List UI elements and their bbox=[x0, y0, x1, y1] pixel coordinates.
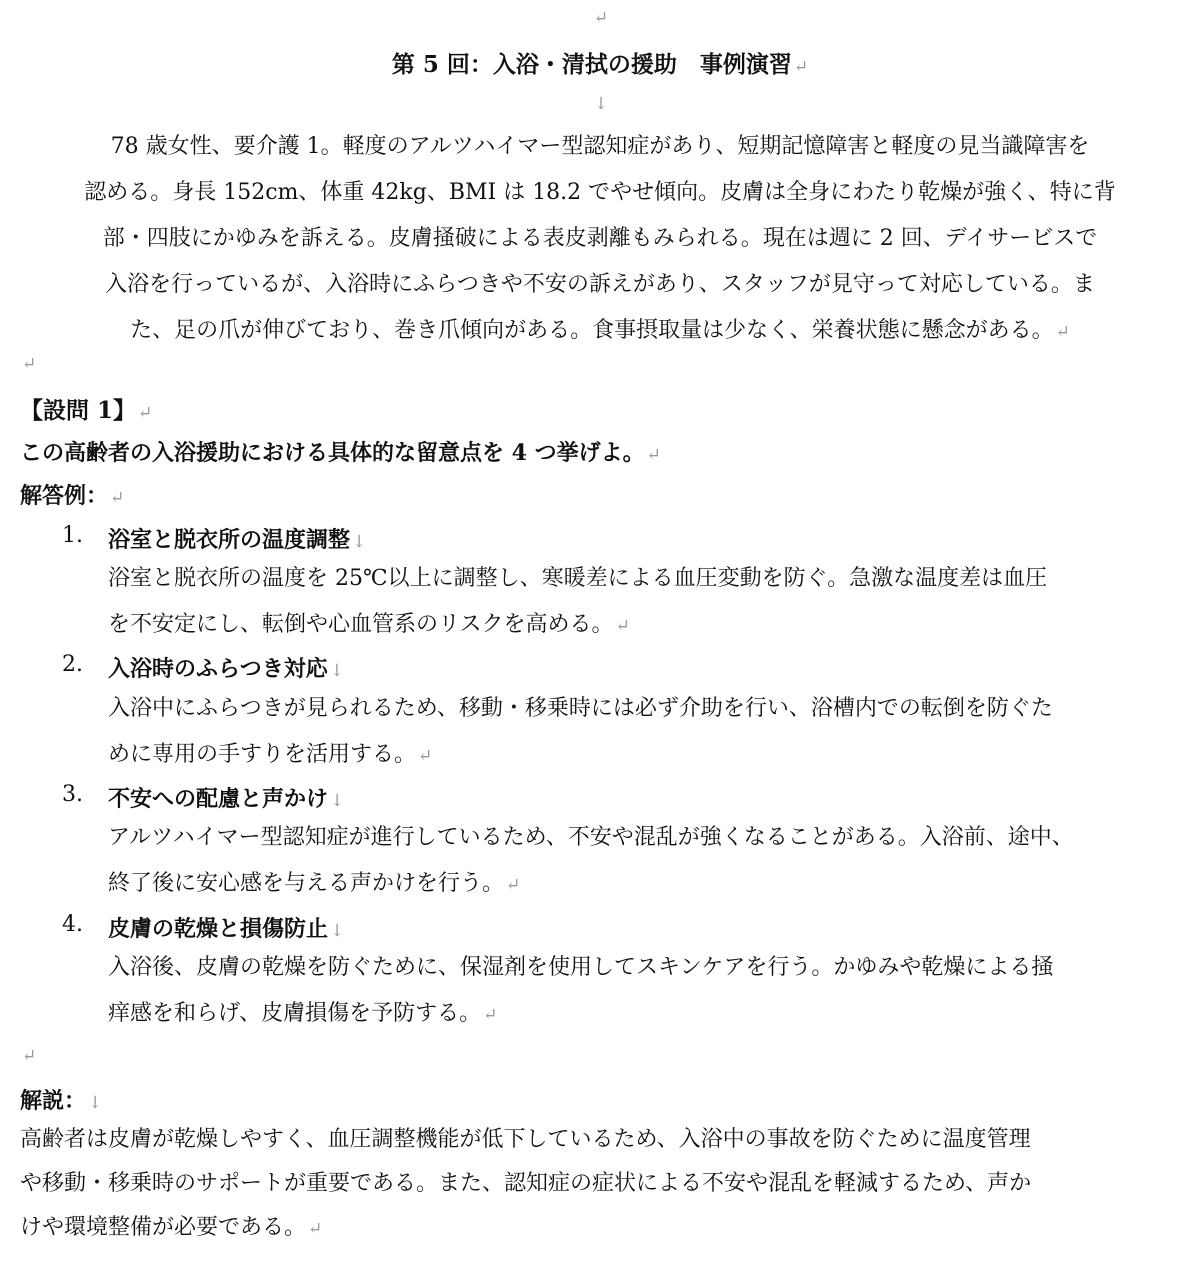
return-mark-icon: ↵ bbox=[483, 1005, 498, 1025]
down-arrow-icon: ↓ bbox=[88, 1093, 103, 1113]
case-description bbox=[20, 124, 1180, 355]
answer-label-text: 解答例： bbox=[20, 483, 109, 509]
case-line: 78 歳女性、要介護 1。軽度のアルツハイマー型認知症があり、短期記憶障害と軽度の見当識障害を bbox=[110, 134, 1090, 159]
return-mark-icon: ↵ bbox=[110, 488, 125, 508]
down-arrow-icon: ↓ bbox=[329, 661, 345, 681]
list-item-line-last bbox=[108, 732, 1188, 779]
down-arrow-icon: ↓ bbox=[352, 532, 367, 552]
list-item-line: を不安定にし、転倒や心血管系のリスクを高める。 bbox=[108, 612, 614, 637]
list-item-title bbox=[108, 912, 344, 943]
return-mark-icon: ↵ bbox=[138, 403, 153, 423]
return-mark-icon: ↵ bbox=[1055, 322, 1070, 342]
return-mark-icon: ↵ bbox=[506, 875, 521, 895]
list-item-body bbox=[108, 945, 1188, 1038]
empty-paragraph bbox=[0, 4, 1200, 29]
list-item-number: 4. bbox=[62, 912, 83, 937]
case-line-last bbox=[20, 308, 1180, 355]
return-mark-icon: ↵ bbox=[615, 616, 630, 636]
list-item-number: 1. bbox=[62, 523, 83, 548]
case-line: 部・四肢にかゆみを訴える。皮膚掻破による表皮剥離もみられる。現在は週に 2 回、デイサービスで bbox=[102, 226, 1098, 251]
case-line: た、足の爪が伸びており、巻き爪傾向がある。食事摂取量は少なく、栄養状態に懸念がある。 bbox=[130, 318, 1054, 343]
question-text bbox=[20, 436, 661, 467]
question-label-text: 【設問 1】 bbox=[20, 397, 137, 424]
list-item-line-last bbox=[108, 991, 1188, 1038]
return-mark-icon: ↵ bbox=[22, 354, 37, 374]
question-text-content: この高齢者の入浴援助における具体的な留意点を 4 つ挙げよ。 bbox=[20, 440, 645, 466]
empty-paragraph bbox=[20, 1042, 36, 1067]
case-line: 入浴を行っているが、入浴時にふらつきや不安の訴えがあり、スタッフが見守って対応している。ま bbox=[105, 272, 1095, 297]
explanation-body bbox=[20, 1118, 1190, 1251]
down-arrow-icon: ↓ bbox=[593, 94, 609, 114]
explanation-label-text: 解説： bbox=[20, 1088, 87, 1114]
list-item-title bbox=[108, 782, 344, 813]
explanation-line: けや環境整備が必要である。 bbox=[20, 1215, 307, 1240]
explanation-label bbox=[20, 1084, 102, 1115]
explanation-line: や移動・移乗時のサポートが重要である。また、認知症の症状による不安や混乱を軽減するため、声か bbox=[20, 1171, 1032, 1196]
down-arrow-icon: ↓ bbox=[330, 791, 345, 811]
list-item-line-last bbox=[108, 602, 1188, 649]
list-item-line: 痒感を和らげ、皮膚損傷を予防する。 bbox=[108, 1001, 482, 1026]
list-item-line: 入浴中にふらつきが見られるため、移動・移乗時には必ず介助を行い、浴槽内での転倒を防ぐた bbox=[108, 696, 1053, 721]
return-mark-icon: ↵ bbox=[593, 8, 609, 28]
case-line: 認める。身長 152cm、体重 42kg、BMI は 18.2 でやせ傾向。皮膚は全身にわたり乾燥が強く、特に背 bbox=[84, 180, 1116, 205]
explanation-line-last bbox=[20, 1206, 1190, 1251]
list-item-body bbox=[108, 686, 1188, 779]
return-mark-icon: ↵ bbox=[418, 746, 433, 766]
list-item-line-last bbox=[108, 861, 1188, 908]
down-arrow-icon: ↓ bbox=[330, 921, 345, 941]
list-item-body bbox=[108, 815, 1188, 908]
list-item-title bbox=[108, 652, 344, 683]
answer-label bbox=[20, 479, 124, 510]
return-mark-icon: ↵ bbox=[308, 1219, 323, 1239]
list-item-line: アルツハイマー型認知症が進行しているため、不安や混乱が強くなることがある。入浴前、途中、 bbox=[108, 825, 1074, 850]
list-item-title-text: 皮膚の乾燥と損傷防止 bbox=[108, 916, 329, 942]
line-break bbox=[0, 90, 1200, 115]
return-mark-icon: ↵ bbox=[22, 1046, 37, 1066]
list-item-title-text: 浴室と脱衣所の温度調整 bbox=[108, 527, 351, 553]
list-item-title-text: 不安への配慮と声かけ bbox=[108, 786, 329, 812]
list-item-number: 2. bbox=[62, 652, 83, 677]
return-mark-icon: ↵ bbox=[793, 57, 809, 77]
return-mark-icon: ↵ bbox=[646, 445, 661, 465]
explanation-line: 高齢者は皮膚が乾燥しやすく、血圧調整機能が低下しているため、入浴中の事故を防ぐために温度管理 bbox=[20, 1127, 1031, 1152]
title-text: 第 5 回：入浴・清拭の援助 事例演習 bbox=[391, 51, 792, 78]
list-item-title-text: 入浴時のふらつき対応 bbox=[108, 656, 328, 682]
list-item-line: めに専用の手すりを活用する。 bbox=[108, 742, 417, 767]
page-title bbox=[0, 46, 1200, 79]
list-item-line: 浴室と脱衣所の温度を 25℃以上に調整し、寒暖差による血圧変動を防ぐ。急激な温度差は血圧 bbox=[108, 566, 1048, 591]
list-item-body bbox=[108, 556, 1188, 649]
list-item-line: 終了後に安心感を与える声かけを行う。 bbox=[108, 871, 505, 896]
empty-paragraph bbox=[20, 350, 36, 375]
list-item-line: 入浴後、皮膚の乾燥を防ぐために、保湿剤を使用してスキンケアを行う。かゆみや乾燥による掻 bbox=[108, 955, 1054, 980]
list-item-title bbox=[108, 523, 366, 554]
list-item-number: 3. bbox=[62, 782, 83, 807]
question-label bbox=[20, 392, 152, 425]
